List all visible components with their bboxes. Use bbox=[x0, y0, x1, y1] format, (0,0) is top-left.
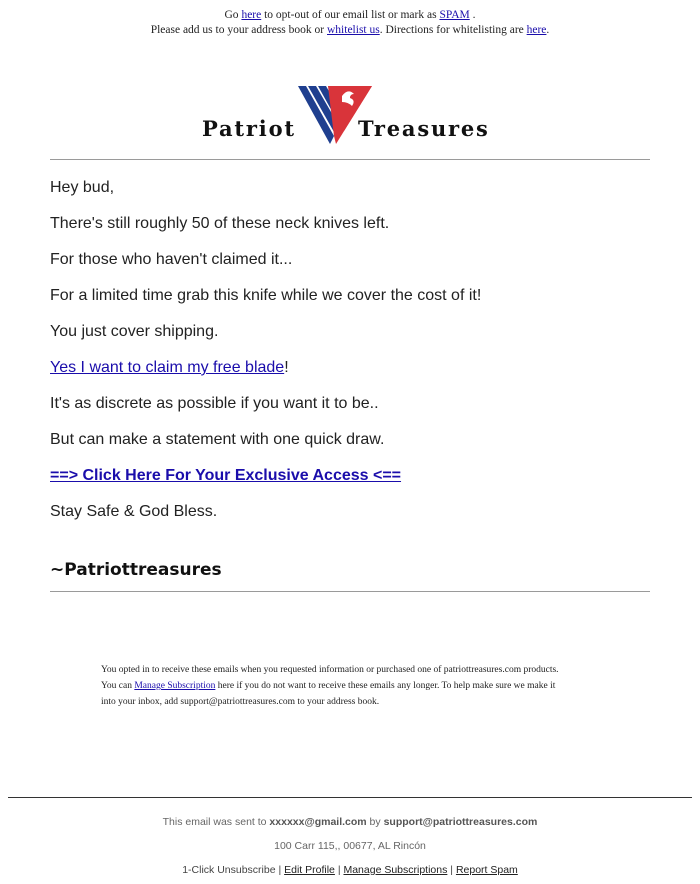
optout-link[interactable]: here bbox=[241, 9, 262, 21]
cta-line bbox=[50, 466, 401, 486]
optin-line-2-pre: You can bbox=[101, 681, 135, 691]
sender-email: support@patriottreasures.com bbox=[383, 816, 538, 828]
whitelist-link[interactable]: whitelist us bbox=[327, 24, 380, 36]
brand-logo bbox=[0, 86, 700, 146]
optin-line-2-post: here if you do not want to receive these emails any longer. To help make sure we make it bbox=[215, 681, 556, 691]
optin-notice bbox=[101, 662, 601, 710]
whitelist-text-end: . bbox=[546, 24, 550, 36]
message-line-6: But can make a statement with one quick draw. bbox=[50, 431, 385, 448]
message-line-2: For those who haven't claimed it... bbox=[50, 251, 293, 268]
footer-links bbox=[0, 864, 700, 876]
optin-line-3: into your inbox, add support@patriottreasures.com to your address book. bbox=[101, 697, 380, 707]
closing: Stay Safe & God Bless. bbox=[50, 503, 218, 520]
logo-word-treasures: Treasures bbox=[358, 116, 490, 141]
manage-subscriptions-link[interactable]: Manage Subscriptions bbox=[343, 864, 448, 876]
footer-separator: | bbox=[275, 864, 285, 876]
footer-separator: | bbox=[334, 864, 344, 876]
sent-by-text: by bbox=[366, 816, 384, 828]
signature-divider bbox=[50, 591, 650, 592]
logo-word-patriot: Patriot bbox=[202, 116, 296, 141]
claim-link[interactable]: Yes I want to claim my free blade bbox=[50, 359, 285, 376]
top-notice bbox=[0, 8, 700, 38]
sent-to-line bbox=[0, 816, 700, 828]
optout-text-end: . bbox=[469, 9, 476, 21]
manage-subscription-link[interactable]: Manage Subscription bbox=[134, 681, 216, 691]
claim-suffix: ! bbox=[284, 359, 289, 376]
optout-line bbox=[0, 8, 700, 23]
one-click-unsubscribe[interactable]: 1-Click Unsubscribe bbox=[182, 864, 276, 876]
message-line-5: It's as discrete as possible if you want it to be.. bbox=[50, 395, 379, 412]
whitelist-text-mid: . Directions for whitelisting are bbox=[379, 24, 527, 36]
report-spam-link[interactable]: Report Spam bbox=[455, 864, 518, 876]
footer-separator: | bbox=[447, 864, 456, 876]
whitelist-line bbox=[0, 23, 700, 38]
signature: ~Patriottreasures bbox=[50, 560, 222, 580]
header-divider bbox=[50, 159, 650, 160]
optout-text-mid: to opt-out of our email list or mark as bbox=[261, 9, 440, 21]
recipient-email: xxxxxx@gmail.com bbox=[269, 816, 367, 828]
whitelist-directions-link[interactable]: here bbox=[526, 24, 547, 36]
message-line-1: There's still roughly 50 of these neck knives left. bbox=[50, 215, 390, 232]
whitelist-text: Please add us to your address book or bbox=[150, 24, 327, 36]
spam-link[interactable]: SPAM bbox=[439, 9, 470, 21]
postal-address: 100 Carr 115,, 00677, AL Rincón bbox=[274, 840, 426, 852]
exclusive-access-link[interactable]: ==> Click Here For Your Exclusive Access <== bbox=[50, 467, 402, 484]
sent-to-text: This email was sent to bbox=[162, 816, 270, 828]
edit-profile-link[interactable]: Edit Profile bbox=[284, 864, 335, 876]
message-line-3: For a limited time grab this knife while we cover the cost of it! bbox=[50, 287, 482, 304]
footer-divider bbox=[8, 797, 692, 798]
claim-line bbox=[50, 358, 289, 378]
optin-line-2 bbox=[101, 678, 601, 694]
optout-text: Go bbox=[224, 9, 242, 21]
message-line-4: You just cover shipping. bbox=[50, 323, 219, 340]
greeting: Hey bud, bbox=[50, 179, 115, 196]
optin-line-1: You opted in to receive these emails when you requested information or purchased one of patriottreasures.com products. bbox=[101, 665, 559, 675]
